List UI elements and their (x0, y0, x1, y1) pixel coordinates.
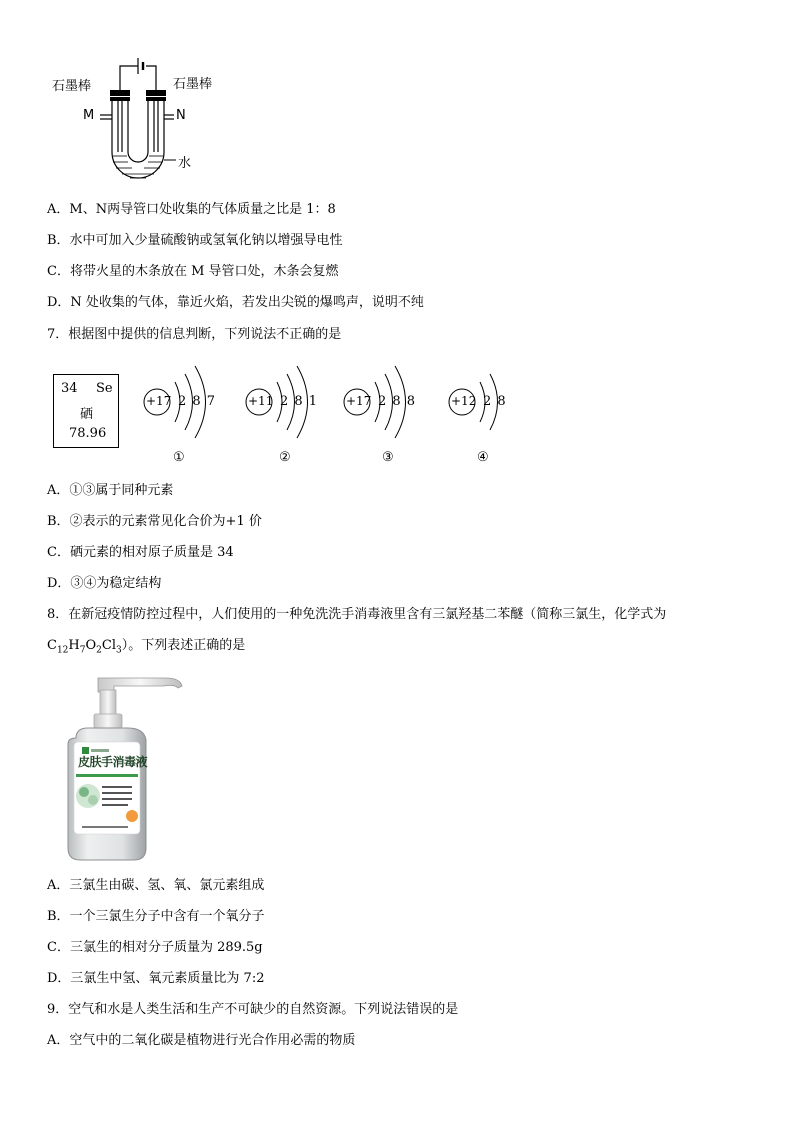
q8-option-c: C．三氯生的相对分子质量为 289.5g (47, 940, 263, 955)
q8-option-a: A．三氯生由碳、氢、氧、氯元素组成 (47, 878, 265, 893)
atom-marker: ② (279, 450, 291, 465)
formula-o: O (85, 638, 97, 653)
left-electrode-label: 石墨棒 (52, 79, 92, 94)
atom-diagram-2 (242, 358, 332, 468)
formula-c: C (47, 638, 57, 653)
q8-option-d: D．三氯生中氢、氧元素质量比为 7:2 (47, 971, 265, 986)
water-label: 水 (178, 156, 192, 171)
atomic-number: 34 (61, 381, 78, 396)
q6-option-d: D．N 处收集的气体，靠近火焰，若发出尖锐的爆鸣声，说明不纯 (47, 295, 424, 310)
tube-m-label: M (83, 108, 95, 123)
q6-option-a: A．M、N两导管口处收集的气体质量之比是 1：8 (47, 202, 336, 217)
atom-marker: ① (173, 450, 185, 465)
electron-counts: 2 8 8 (378, 394, 416, 409)
bottle-label-title: 皮肤手消毒液 (78, 755, 148, 769)
q7-option-b: B．②表示的元素常见化合价为+1 价 (47, 514, 262, 529)
atom-diagram-3 (340, 358, 430, 468)
q6-option-b: B．水中可加入少量硫酸钠或氢氧化钠以增强导电性 (47, 233, 343, 248)
selenium-element-card (53, 374, 119, 448)
formula-cl: Cl (101, 638, 116, 653)
q9-option-a: A．空气中的二氧化碳是植物进行光合作用必需的物质 (47, 1033, 356, 1048)
formula-cl-sub: 3 (116, 645, 122, 656)
formula-h-sub: 7 (79, 645, 86, 656)
q7-stem: 7．根据图中提供的信息判断，下列说法不正确的是 (47, 327, 342, 342)
q9-stem: 9．空气和水是人类生活和生产不可缺少的自然资源。下列说法错误的是 (47, 1002, 459, 1017)
tube-n-label: N (176, 108, 186, 123)
q7-option-d: D．③④为稳定结构 (47, 576, 162, 591)
right-electrode-label: 石墨棒 (173, 77, 213, 92)
atomic-mass: 78.96 (69, 426, 107, 441)
atom-diagram-1 (140, 358, 230, 468)
nucleus-charge: +17 (146, 394, 172, 408)
formula-c-sub: 12 (56, 645, 69, 656)
q8-option-b: B．一个三氯生分子中含有一个氧分子 (47, 909, 265, 924)
atom-diagram-4 (445, 358, 535, 468)
formula-o-sub: 2 (96, 645, 102, 656)
electron-counts: 2 8 (483, 394, 506, 409)
q7-option-a: A．①③属于同种元素 (47, 483, 174, 498)
nucleus-charge: +11 (248, 394, 274, 408)
atom-marker: ③ (382, 450, 394, 465)
electron-counts: 2 8 7 (178, 394, 216, 409)
nucleus-charge: +12 (451, 394, 477, 408)
nucleus-charge: +17 (346, 394, 372, 408)
q8-stem-line1: 8．在新冠疫情防控过程中，人们使用的一种免洗洗手消毒液里含有三氯羟基二苯醚（简称三氯生，化学式为 (47, 607, 667, 622)
q8-stem-line2 (47, 637, 245, 660)
atom-marker: ④ (477, 450, 489, 465)
element-name: 硒 (80, 407, 94, 422)
q6-option-c: C．将带火星的木条放在 M 导管口处，木条会复燃 (47, 264, 339, 279)
electron-counts: 2 8 1 (280, 394, 318, 409)
formula-h: H (68, 638, 80, 653)
element-symbol: Se (96, 381, 113, 396)
q8-stem-tail: ）。下列表述正确的是 (121, 638, 246, 653)
q7-option-c: C．硒元素的相对原子质量是 34 (47, 545, 234, 560)
